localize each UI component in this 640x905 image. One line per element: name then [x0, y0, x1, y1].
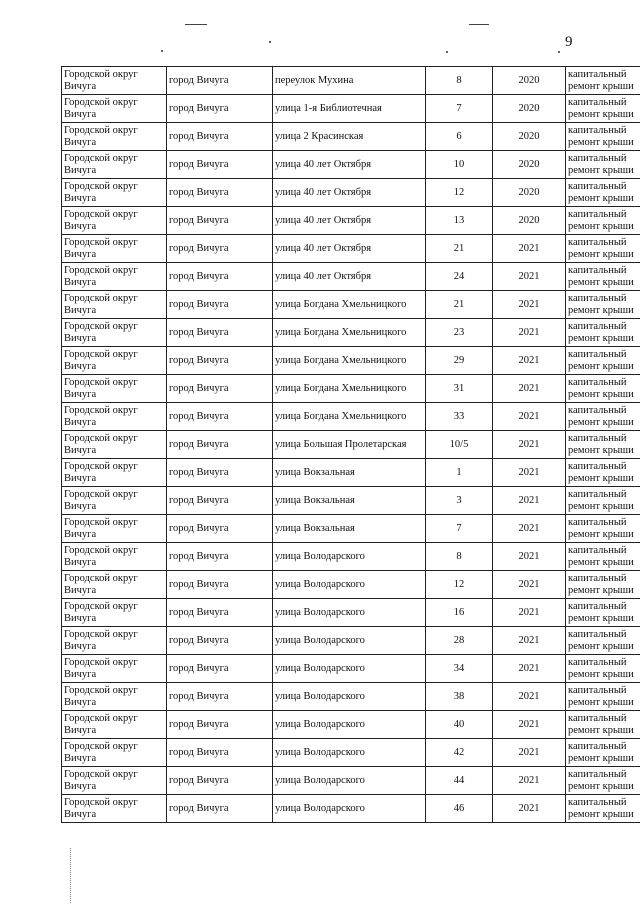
table-row	[62, 795, 640, 823]
table-row	[62, 375, 640, 403]
year-cell: 2021	[493, 683, 566, 711]
street-cell: улица Володарского	[273, 599, 426, 627]
street-cell: улица Володарского	[273, 795, 426, 823]
street-cell: улица Володарского	[273, 739, 426, 767]
work-type-cell: капитальный ремонт крыши	[566, 543, 640, 571]
town-cell: город Вичуга	[167, 655, 273, 683]
street-cell: улица Богдана Хмельницкого	[273, 403, 426, 431]
table-row	[62, 459, 640, 487]
table-row	[62, 95, 640, 123]
house-number-cell: 23	[426, 319, 493, 347]
district-cell: Городской округ Вичуга	[62, 67, 167, 95]
scan-mark	[161, 50, 163, 52]
work-type-cell: капитальный ремонт крыши	[566, 599, 640, 627]
table-row	[62, 403, 640, 431]
street-cell: улица Большая Пролетарская	[273, 431, 426, 459]
street-cell: улица Богдана Хмельницкого	[273, 347, 426, 375]
table-row	[62, 543, 640, 571]
work-type-cell: капитальный ремонт крыши	[566, 571, 640, 599]
scan-mark	[269, 41, 271, 43]
work-type-cell: капитальный ремонт крыши	[566, 179, 640, 207]
scan-mark	[469, 24, 489, 25]
work-type-cell: капитальный ремонт крыши	[566, 487, 640, 515]
house-number-cell: 16	[426, 599, 493, 627]
year-cell: 2020	[493, 123, 566, 151]
district-cell: Городской округ Вичуга	[62, 571, 167, 599]
table-body	[62, 67, 640, 823]
house-number-cell: 34	[426, 655, 493, 683]
table-row	[62, 767, 640, 795]
year-cell: 2021	[493, 291, 566, 319]
year-cell: 2021	[493, 375, 566, 403]
street-cell: улица Богдана Хмельницкого	[273, 291, 426, 319]
district-cell: Городской округ Вичуга	[62, 179, 167, 207]
town-cell: город Вичуга	[167, 599, 273, 627]
scan-mark	[185, 24, 207, 25]
house-number-cell: 46	[426, 795, 493, 823]
year-cell: 2021	[493, 319, 566, 347]
table-row	[62, 123, 640, 151]
table-row	[62, 599, 640, 627]
year-cell: 2021	[493, 599, 566, 627]
table-row	[62, 431, 640, 459]
district-cell: Городской округ Вичуга	[62, 95, 167, 123]
table-row	[62, 207, 640, 235]
district-cell: Городской округ Вичуга	[62, 123, 167, 151]
street-cell: улица Володарского	[273, 543, 426, 571]
table-row	[62, 263, 640, 291]
work-type-cell: капитальный ремонт крыши	[566, 95, 640, 123]
town-cell: город Вичуга	[167, 403, 273, 431]
district-cell: Городской округ Вичуга	[62, 543, 167, 571]
table-row	[62, 291, 640, 319]
scan-mark	[558, 51, 560, 53]
town-cell: город Вичуга	[167, 291, 273, 319]
house-number-cell: 33	[426, 403, 493, 431]
year-cell: 2021	[493, 459, 566, 487]
street-cell: улица Богдана Хмельницкого	[273, 319, 426, 347]
district-cell: Городской округ Вичуга	[62, 375, 167, 403]
work-type-cell: капитальный ремонт крыши	[566, 795, 640, 823]
house-number-cell: 8	[426, 543, 493, 571]
town-cell: город Вичуга	[167, 683, 273, 711]
table-row	[62, 235, 640, 263]
district-cell: Городской округ Вичуга	[62, 207, 167, 235]
year-cell: 2021	[493, 347, 566, 375]
work-type-cell: капитальный ремонт крыши	[566, 235, 640, 263]
table-row	[62, 739, 640, 767]
year-cell: 2021	[493, 487, 566, 515]
street-cell: улица Володарского	[273, 683, 426, 711]
district-cell: Городской округ Вичуга	[62, 487, 167, 515]
house-number-cell: 44	[426, 767, 493, 795]
street-cell: улица Вокзальная	[273, 487, 426, 515]
town-cell: город Вичуга	[167, 207, 273, 235]
work-type-cell: капитальный ремонт крыши	[566, 515, 640, 543]
house-number-cell: 21	[426, 235, 493, 263]
house-number-cell: 31	[426, 375, 493, 403]
house-number-cell: 1	[426, 459, 493, 487]
year-cell: 2020	[493, 179, 566, 207]
table-row	[62, 179, 640, 207]
table-row	[62, 627, 640, 655]
year-cell: 2021	[493, 711, 566, 739]
street-cell: улица 40 лет Октября	[273, 207, 426, 235]
street-cell: улица Володарского	[273, 627, 426, 655]
table-row	[62, 515, 640, 543]
street-cell: переулок Мухина	[273, 67, 426, 95]
house-number-cell: 42	[426, 739, 493, 767]
town-cell: город Вичуга	[167, 263, 273, 291]
street-cell: улица 2 Красинская	[273, 123, 426, 151]
work-type-cell: капитальный ремонт крыши	[566, 431, 640, 459]
work-type-cell: капитальный ремонт крыши	[566, 207, 640, 235]
house-number-cell: 28	[426, 627, 493, 655]
town-cell: город Вичуга	[167, 543, 273, 571]
district-cell: Городской округ Вичуга	[62, 711, 167, 739]
town-cell: город Вичуга	[167, 459, 273, 487]
town-cell: город Вичуга	[167, 151, 273, 179]
town-cell: город Вичуга	[167, 319, 273, 347]
scan-mark	[446, 51, 448, 53]
district-cell: Городской округ Вичуга	[62, 431, 167, 459]
year-cell: 2021	[493, 739, 566, 767]
year-cell: 2020	[493, 207, 566, 235]
town-cell: город Вичуга	[167, 571, 273, 599]
street-cell: улица 40 лет Октября	[273, 235, 426, 263]
table-row	[62, 151, 640, 179]
street-cell: улица 40 лет Октября	[273, 151, 426, 179]
table-row	[62, 319, 640, 347]
table-row	[62, 683, 640, 711]
table-row	[62, 655, 640, 683]
work-type-cell: капитальный ремонт крыши	[566, 739, 640, 767]
town-cell: город Вичуга	[167, 487, 273, 515]
year-cell: 2021	[493, 403, 566, 431]
table-row	[62, 487, 640, 515]
town-cell: город Вичуга	[167, 123, 273, 151]
street-cell: улица Володарского	[273, 655, 426, 683]
table-row	[62, 67, 640, 95]
town-cell: город Вичуга	[167, 431, 273, 459]
town-cell: город Вичуга	[167, 767, 273, 795]
town-cell: город Вичуга	[167, 375, 273, 403]
house-number-cell: 40	[426, 711, 493, 739]
district-cell: Городской округ Вичуга	[62, 767, 167, 795]
house-number-cell: 12	[426, 179, 493, 207]
house-number-cell: 10	[426, 151, 493, 179]
town-cell: город Вичуга	[167, 515, 273, 543]
work-type-cell: капитальный ремонт крыши	[566, 403, 640, 431]
house-number-cell: 7	[426, 515, 493, 543]
work-type-cell: капитальный ремонт крыши	[566, 711, 640, 739]
work-type-cell: капитальный ремонт крыши	[566, 263, 640, 291]
work-type-cell: капитальный ремонт крыши	[566, 67, 640, 95]
table-row	[62, 347, 640, 375]
street-cell: улица 1-я Библиотечная	[273, 95, 426, 123]
house-number-cell: 24	[426, 263, 493, 291]
district-cell: Городской округ Вичуга	[62, 739, 167, 767]
year-cell: 2020	[493, 95, 566, 123]
district-cell: Городской округ Вичуга	[62, 319, 167, 347]
district-cell: Городской округ Вичуга	[62, 347, 167, 375]
district-cell: Городской округ Вичуга	[62, 459, 167, 487]
work-type-cell: капитальный ремонт крыши	[566, 459, 640, 487]
work-type-cell: капитальный ремонт крыши	[566, 291, 640, 319]
town-cell: город Вичуга	[167, 235, 273, 263]
table-row	[62, 711, 640, 739]
housing-registry-table	[61, 66, 640, 823]
work-type-cell: капитальный ремонт крыши	[566, 627, 640, 655]
district-cell: Городской округ Вичуга	[62, 263, 167, 291]
work-type-cell: капитальный ремонт крыши	[566, 655, 640, 683]
street-cell: улица Володарского	[273, 711, 426, 739]
house-number-cell: 21	[426, 291, 493, 319]
district-cell: Городской округ Вичуга	[62, 515, 167, 543]
house-number-cell: 6	[426, 123, 493, 151]
town-cell: город Вичуга	[167, 739, 273, 767]
work-type-cell: капитальный ремонт крыши	[566, 683, 640, 711]
street-cell: улица Вокзальная	[273, 459, 426, 487]
work-type-cell: капитальный ремонт крыши	[566, 319, 640, 347]
district-cell: Городской округ Вичуга	[62, 599, 167, 627]
scan-mark	[70, 848, 73, 903]
year-cell: 2021	[493, 235, 566, 263]
house-number-cell: 10/5	[426, 431, 493, 459]
district-cell: Городской округ Вичуга	[62, 151, 167, 179]
district-cell: Городской округ Вичуга	[62, 291, 167, 319]
town-cell: город Вичуга	[167, 179, 273, 207]
work-type-cell: капитальный ремонт крыши	[566, 767, 640, 795]
district-cell: Городской округ Вичуга	[62, 403, 167, 431]
page-number: 9	[565, 34, 573, 50]
street-cell: улица Богдана Хмельницкого	[273, 375, 426, 403]
town-cell: город Вичуга	[167, 795, 273, 823]
house-number-cell: 13	[426, 207, 493, 235]
year-cell: 2021	[493, 795, 566, 823]
street-cell: улица 40 лет Октября	[273, 263, 426, 291]
town-cell: город Вичуга	[167, 627, 273, 655]
district-cell: Городской округ Вичуга	[62, 683, 167, 711]
street-cell: улица Вокзальная	[273, 515, 426, 543]
year-cell: 2021	[493, 515, 566, 543]
house-number-cell: 3	[426, 487, 493, 515]
year-cell: 2021	[493, 627, 566, 655]
year-cell: 2020	[493, 67, 566, 95]
year-cell: 2020	[493, 151, 566, 179]
district-cell: Городской округ Вичуга	[62, 235, 167, 263]
house-number-cell: 7	[426, 95, 493, 123]
work-type-cell: капитальный ремонт крыши	[566, 151, 640, 179]
district-cell: Городской округ Вичуга	[62, 627, 167, 655]
house-number-cell: 29	[426, 347, 493, 375]
table-row	[62, 571, 640, 599]
year-cell: 2021	[493, 655, 566, 683]
house-number-cell: 38	[426, 683, 493, 711]
year-cell: 2021	[493, 431, 566, 459]
town-cell: город Вичуга	[167, 95, 273, 123]
work-type-cell: капитальный ремонт крыши	[566, 347, 640, 375]
street-cell: улица Володарского	[273, 571, 426, 599]
street-cell: улица Володарского	[273, 767, 426, 795]
district-cell: Городской округ Вичуга	[62, 655, 167, 683]
year-cell: 2021	[493, 263, 566, 291]
house-number-cell: 12	[426, 571, 493, 599]
town-cell: город Вичуга	[167, 347, 273, 375]
town-cell: город Вичуга	[167, 67, 273, 95]
street-cell: улица 40 лет Октября	[273, 179, 426, 207]
year-cell: 2021	[493, 767, 566, 795]
district-cell: Городской округ Вичуга	[62, 795, 167, 823]
year-cell: 2021	[493, 543, 566, 571]
town-cell: город Вичуга	[167, 711, 273, 739]
house-number-cell: 8	[426, 67, 493, 95]
work-type-cell: капитальный ремонт крыши	[566, 123, 640, 151]
year-cell: 2021	[493, 571, 566, 599]
work-type-cell: капитальный ремонт крыши	[566, 375, 640, 403]
